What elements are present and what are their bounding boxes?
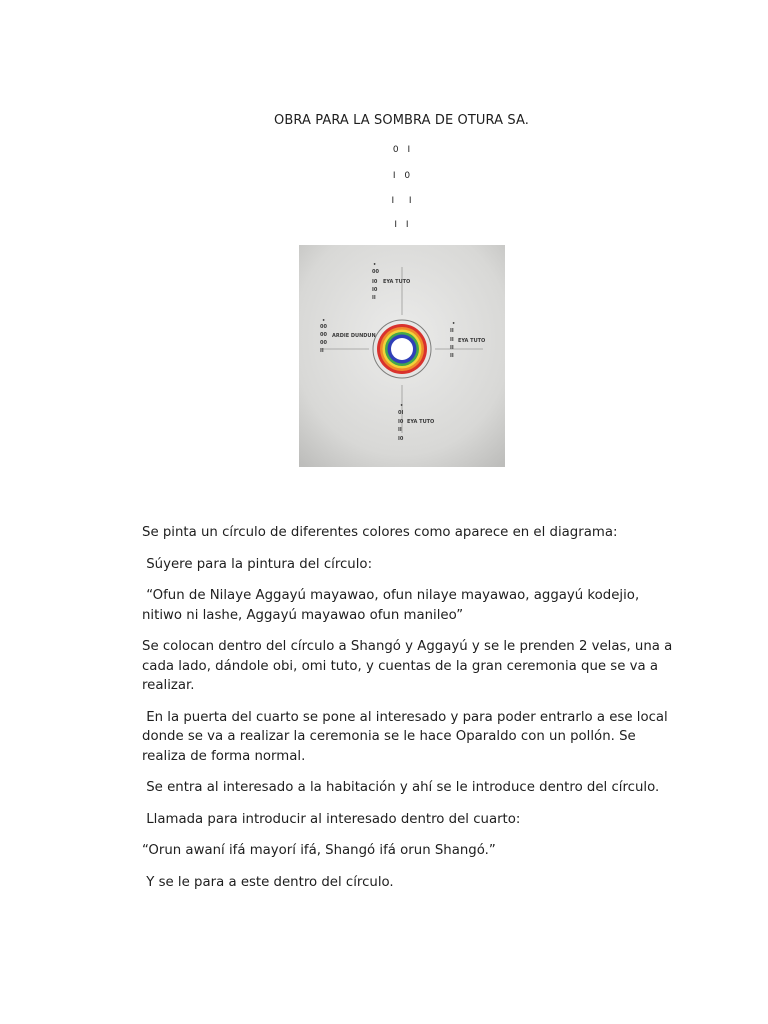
right-mark-3: II: [450, 345, 454, 351]
top-mark-1: 00: [372, 269, 379, 275]
top-mark-0: •: [373, 262, 377, 268]
paragraph-6: Se entra al interesado a la habitación y ahí se le introduce dentro del círculo.: [142, 780, 660, 795]
bottom-mark-4: I0: [398, 436, 404, 442]
left-mark-4: II: [320, 348, 324, 354]
paragraph-1: Se pinta un círculo de diferentes colores como aparece en el diagrama:: [142, 525, 618, 540]
top-label: EYA TUTO: [383, 279, 411, 285]
odu-sign-line-2: I 0: [392, 171, 414, 181]
document-body: [142, 523, 677, 904]
circle-diagram-photo: [299, 245, 505, 467]
odu-sign-line-4: I I: [394, 220, 412, 230]
left-mark-1: 00: [320, 324, 327, 330]
left-mark-2: 00: [320, 332, 327, 338]
paragraph-9: Y se le para a este dentro del círculo.: [142, 874, 394, 890]
paragraph-7: Llamada para introducir al interesado dentro del cuarto:: [142, 811, 521, 827]
ring-center: [391, 338, 413, 360]
bottom-mark-0: •: [400, 403, 404, 409]
left-label: ARDIE DUNDUN: [332, 333, 376, 339]
paragraph-8: “Orun awaní ifá mayorí ifá, Shangó ifá orun Shangó.”: [142, 843, 496, 858]
page-title: OBRA PARA LA SOMBRA DE OTURA SA.: [274, 113, 529, 128]
paragraph-3: “Ofun de Nilaye Aggayú mayawao, ofun nilaye mayawao, aggayú kodejio, nitiwo ni lashe, Aggayú mayawao ofun manileo”: [142, 588, 644, 623]
odu-sign-line-3: I I: [391, 196, 415, 206]
paragraph-4: Se colocan dentro del círculo a Shangó y Aggayú y se le prenden 2 velas, una a cada lado, dándole obi, omi tuto, y cuentas de la gran ceremonia que se va a realizar.: [142, 639, 677, 693]
paragraph-5: En la puerta del cuarto se pone al interesado y para poder entrarlo a ese local donde se va a realizar la ceremonia se le hace Oparaldo con un pollón. Se realiza de forma normal.: [142, 709, 672, 764]
bottom-mark-3: II: [398, 427, 402, 433]
bottom-mark-1: 0I: [398, 410, 404, 416]
right-label: EYA TUTO: [458, 338, 486, 344]
bottom-mark-2: I0: [398, 419, 404, 425]
bottom-label: EYA TUTO: [407, 419, 435, 425]
paragraph-2: Súyere para la pintura del círculo:: [142, 556, 373, 572]
top-mark-4: II: [372, 295, 376, 301]
right-mark-4: II: [450, 353, 454, 359]
top-mark-3: I0: [372, 287, 378, 293]
right-mark-0: •: [452, 321, 456, 327]
left-mark-3: 00: [320, 340, 327, 346]
left-mark-0: •: [322, 318, 326, 324]
odu-sign-line-1: 0 I: [392, 145, 414, 155]
right-mark-1: II: [450, 328, 454, 334]
right-mark-2: II: [450, 337, 454, 343]
top-mark-2: I0: [372, 279, 378, 285]
